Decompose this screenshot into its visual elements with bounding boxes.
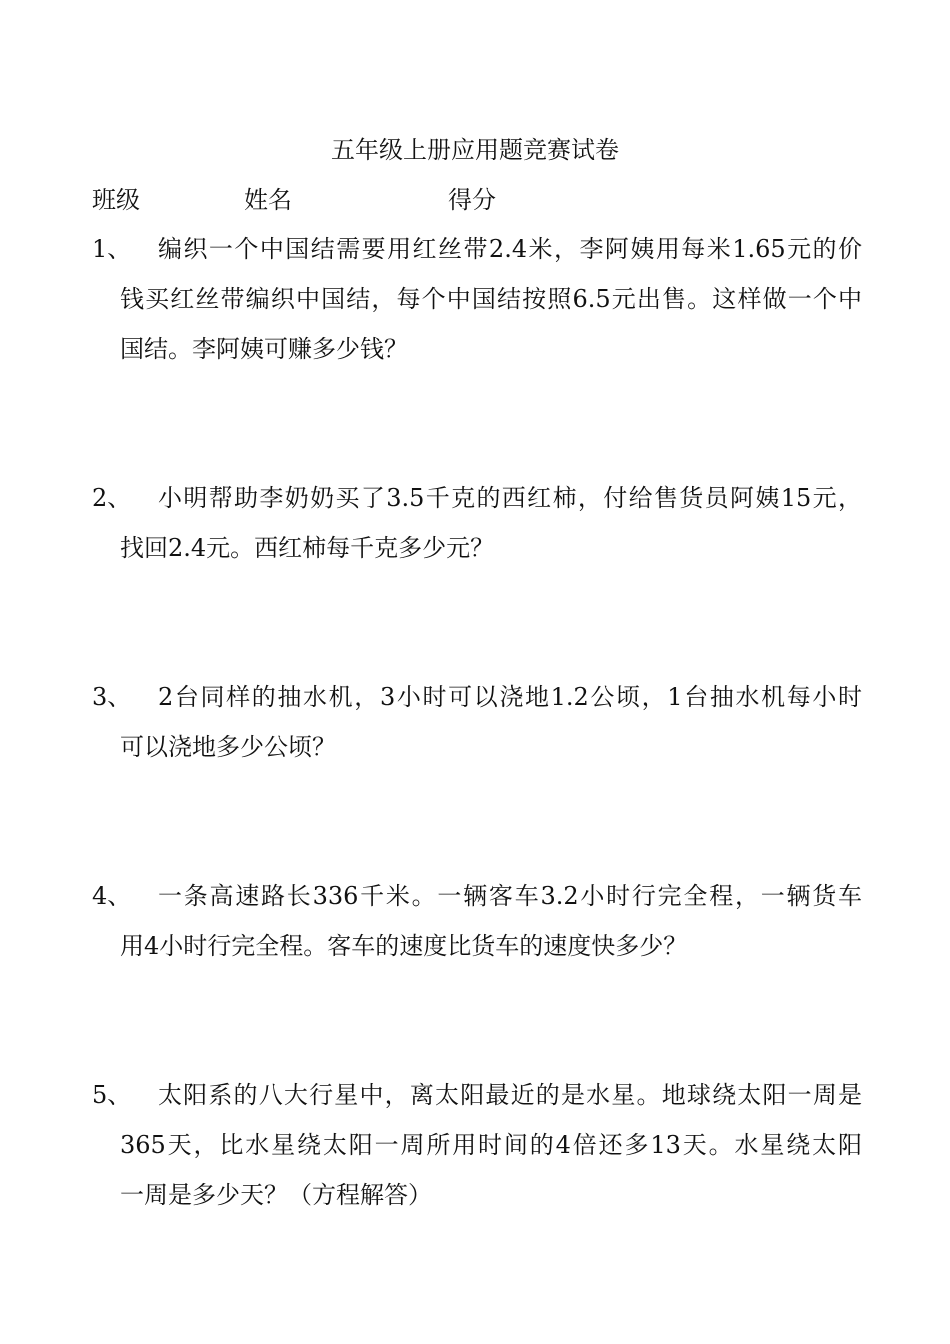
question-text-line: 可以浇地多少公顷？ [120,733,336,761]
question-text-line: 国结。李阿姨可赚多少钱？ [120,335,408,363]
question-number: 2、 [92,484,132,512]
question-4 [92,871,862,971]
question-1 [92,224,862,374]
question-text-line: 2台同样的抽水机，3小时可以浇地1.2公顷，1台抽水机每小时 [158,683,862,711]
question-text-line: 小明帮助李奶奶买了3.5千克的西红柿，付给售货员阿姨15元， [158,484,862,512]
question-2 [92,473,862,573]
question-text-line: 钱买红丝带编织中国结，每个中国结按照6.5元出售。这样做一个中 [120,285,862,313]
name-label: 姓名 [244,186,292,214]
question-number: 5、 [92,1081,132,1109]
page-title: 五年级上册应用题竞赛试卷 [331,136,619,164]
question-text-line: 365天，比水星绕太阳一周所用时间的4倍还多13天。水星绕太阳 [120,1131,862,1159]
student-info-row [92,182,872,218]
question-number: 4、 [92,882,132,910]
score-label: 得分 [448,186,496,214]
question-text-line: 一条高速路长336千米。一辆客车3.2小时行完全程，一辆货车 [158,882,862,910]
question-text-line: 太阳系的八大行星中，离太阳最近的是水星。地球绕太阳一周是 [158,1081,862,1109]
question-text-line: 找回2.4元。西红柿每千克多少元？ [120,534,495,562]
question-text-line: 用4小时行完全程。客车的速度比货车的速度快多少？ [120,932,688,960]
class-label: 班级 [92,186,140,214]
question-number: 1、 [92,235,132,263]
question-text-line: 编织一个中国结需要用红丝带2.4米，李阿姨用每米1.65元的价 [158,235,862,263]
question-number: 3、 [92,683,132,711]
question-text-line: 一周是多少天？（方程解答） [120,1181,432,1209]
question-5 [92,1070,862,1220]
question-3 [92,672,862,772]
